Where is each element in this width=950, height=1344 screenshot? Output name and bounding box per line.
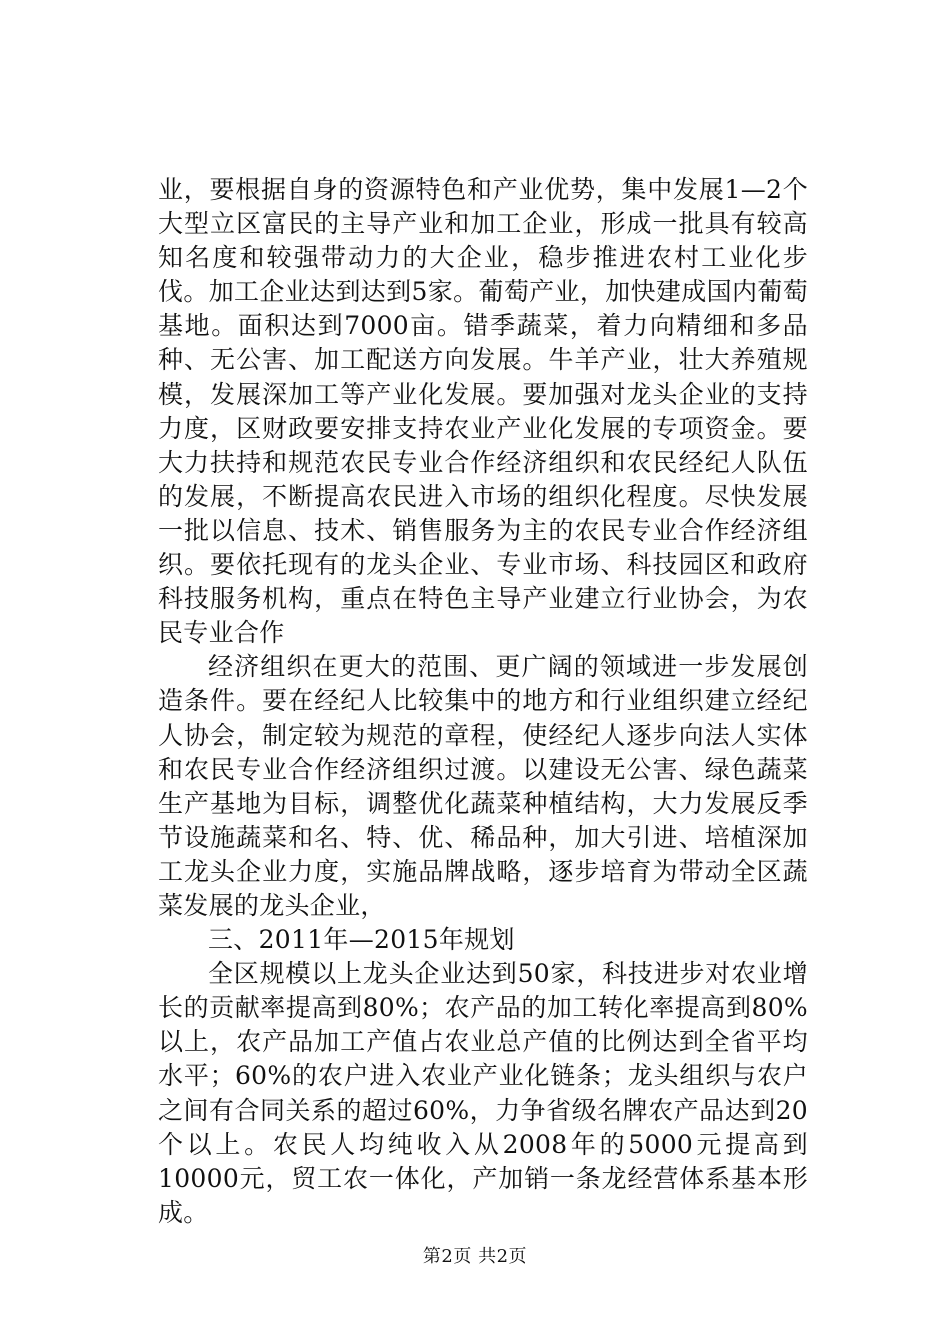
paragraph-economic-organization: 经济组织在更大的范围、更广阔的领域进一步发展创造条件。要在经纪人比较集中的地方和行业组织建立经纪人协会，制定较为规范的章程，使经纪人逐步向法人实体和农民专业合作经济组织过渡。以建设无公害、绿色蔬菜生产基地为目标，调整优化蔬菜种植结构，大力发展反季节设施蔬菜和名、特、优、稀品种，加大引进、培植深加工龙头企业力度，实施品牌战略，逐步培育为带动全区蔬菜发展的龙头企业， — [158, 652, 808, 920]
page-footer: 第2页 共2页 — [422, 1246, 528, 1267]
paragraph-planning-targets: 全区规模以上龙头企业达到50家，科技进步对农业增长的贡献率提高到80%；农产品的加工转化率提高到80%以上，农产品加工产值占农业总产值的比例达到全省平均水平；60%的农户进入农业产业化链条；龙头组织与农户之间有合同关系的超过60%，力争省级名牌农产品达到20个以上。农民人均纯收入从2008年的5000元提高到10000元，贸工农一体化，产加销一条龙经营体系基本形成。 — [158, 959, 808, 1227]
paragraph-continuation: 业，要根据自身的资源特色和产业优势，集中发展1—2个大型立区富民的主导产业和加工企业，形成一批具有较高知名度和较强带动力的大企业，稳步推进农村工业化步伐。加工企业达到达到5家。葡萄产业，加快建成国内葡萄基地。面积达到7000亩。错季蔬菜，着力向精细和多品种、无公害、加工配送方向发展。牛羊产业，壮大养殖规模，发展深加工等产业化发展。要加强对龙头企业的支持力度，区财政要安排支持农业产业化发展的专项资金。要大力扶持和规范农民专业合作经济组织和农民经纪人队伍的发展，不断提高农民进入市场的组织化程度。尽快发展一批以信息、技术、销售服务为主的农民专业合作经济组织。要依托现有的龙头企业、专业市场、科技园区和政府科技服务机构，重点在特色主导产业建立行业协会，为农民专业合作 — [158, 175, 808, 648]
section-heading: 三、2011年—2015年规划 — [208, 925, 515, 955]
document-body — [158, 173, 808, 1230]
